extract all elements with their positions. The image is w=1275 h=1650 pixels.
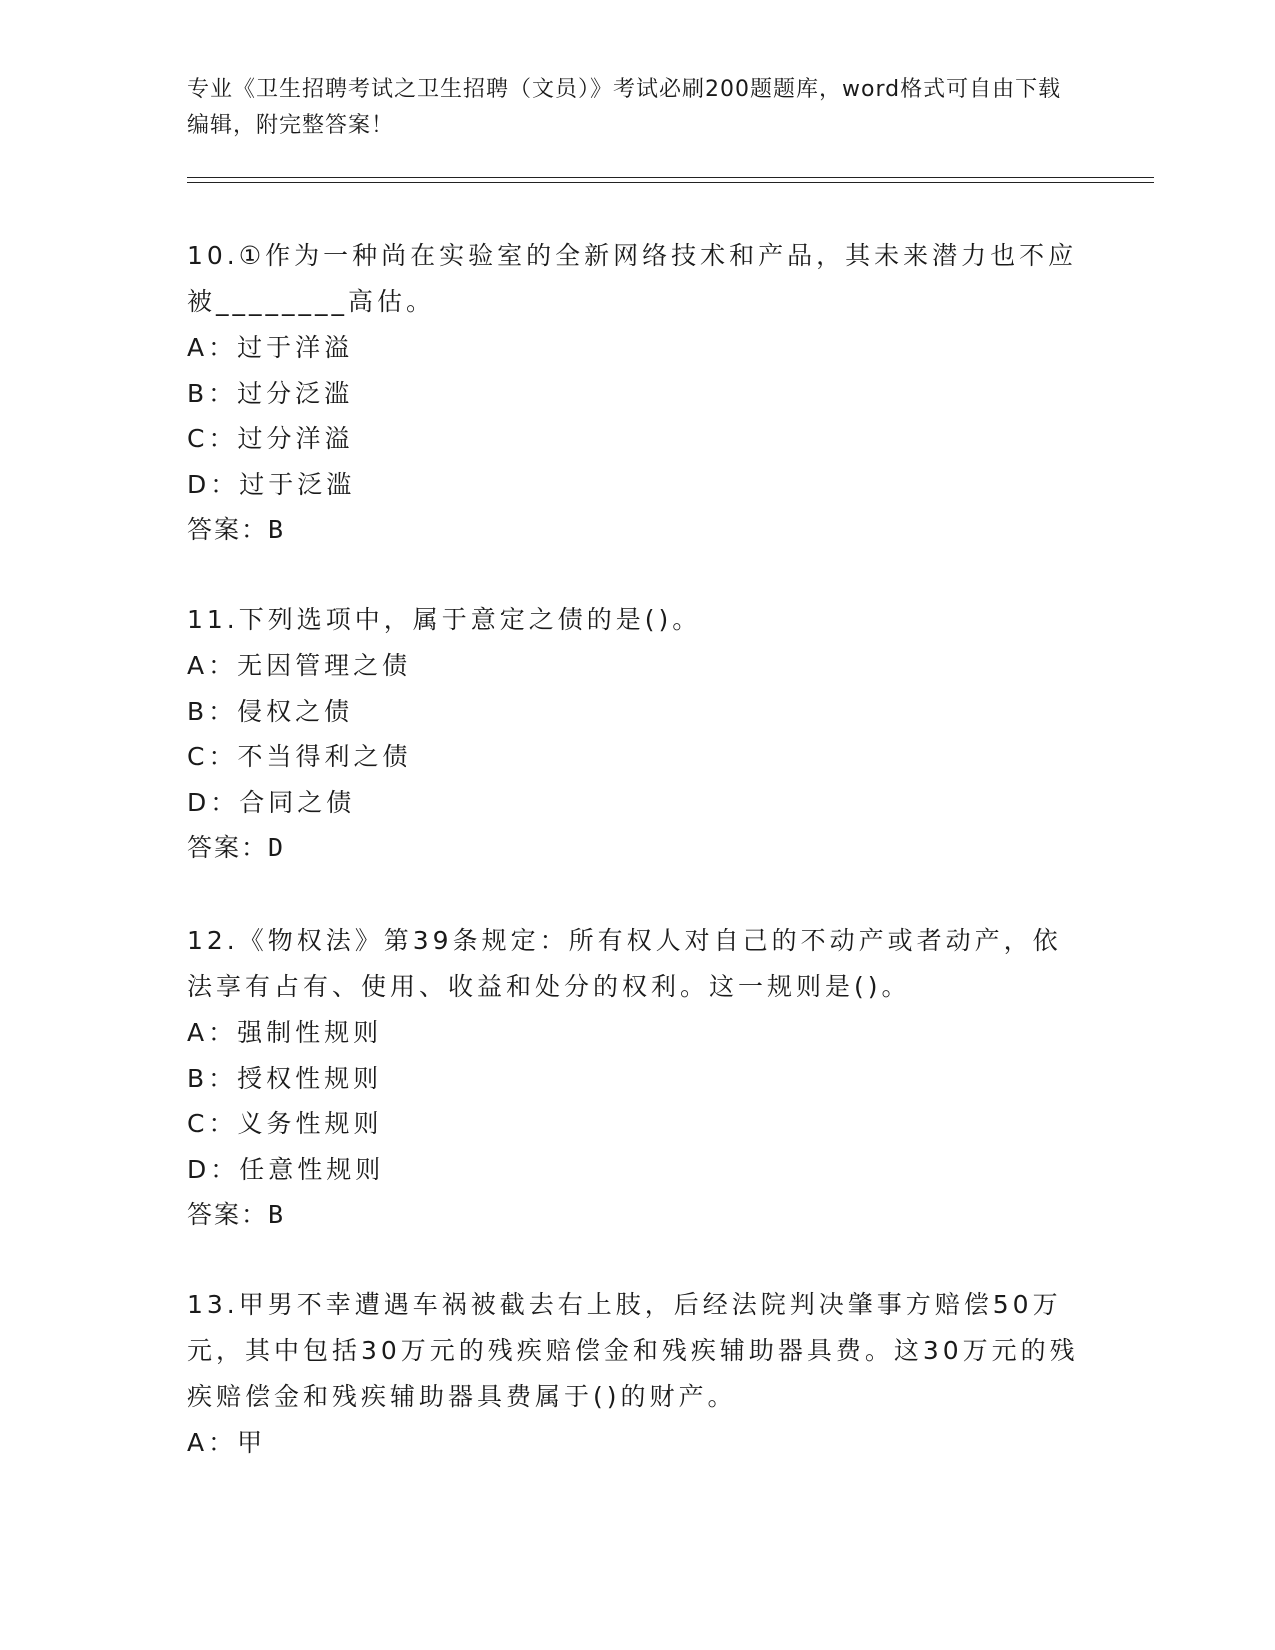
answer-value: B [268,1200,286,1229]
option-d: D：过于泛滥 [187,469,356,499]
header-divider-top [187,177,1154,178]
answer-label: 答案： [187,515,269,544]
option-d: D：任意性规则 [187,1154,385,1184]
question-stem: 13.甲男不幸遭遇车祸被截去右上肢，后经法院判决肇事方赔偿50万元，其中包括30万元的残疾赔偿金和残疾辅助器具费。这30万元的残疾赔偿金和残疾辅助器具费属于()的财产。 [187,1290,1079,1411]
question-12 [187,918,1087,1238]
option-a: A：无因管理之债 [187,651,412,680]
header-divider-bottom [187,182,1154,183]
question-stem: 12.《物权法》第39条规定：所有权人对自己的不动产或者动产，依法享有占有、使用、收益和处分的权利。这一规则是()。 [187,926,1062,1001]
answer-line [187,825,1087,871]
option-b: B：授权性规则 [187,1063,383,1093]
option-a: A：过于洋溢 [187,333,354,362]
answer-value: B [268,515,286,544]
answer-label: 答案： [187,1200,269,1229]
answer-value: D [268,833,286,862]
option-a: A：强制性规则 [187,1018,383,1047]
question-stem: 10.①作为一种尚在实验室的全新网络技术和产品，其未来潜力也不应被________高估。 [187,241,1078,316]
option-c: C：义务性规则 [187,1109,383,1138]
question-13 [187,1282,1087,1466]
question-10 [187,233,1087,553]
question-11 [187,597,1087,871]
option-a: A：甲 [187,1428,267,1457]
option-b: B：侵权之债 [187,696,354,726]
question-stem: 11.下列选项中，属于意定之债的是()。 [187,605,702,634]
option-c: C：不当得利之债 [187,742,412,771]
answer-line [187,507,1087,553]
document-header: 专业《卫生招聘考试之卫生招聘（文员）》考试必刷200题题库，word格式可自由下载编辑，附完整答案！ [187,77,1062,138]
answer-line [187,1192,1087,1238]
option-b: B：过分泛滥 [187,378,354,408]
option-d: D：合同之债 [187,787,356,817]
option-c: C：过分洋溢 [187,424,354,453]
answer-label: 答案： [187,833,269,862]
